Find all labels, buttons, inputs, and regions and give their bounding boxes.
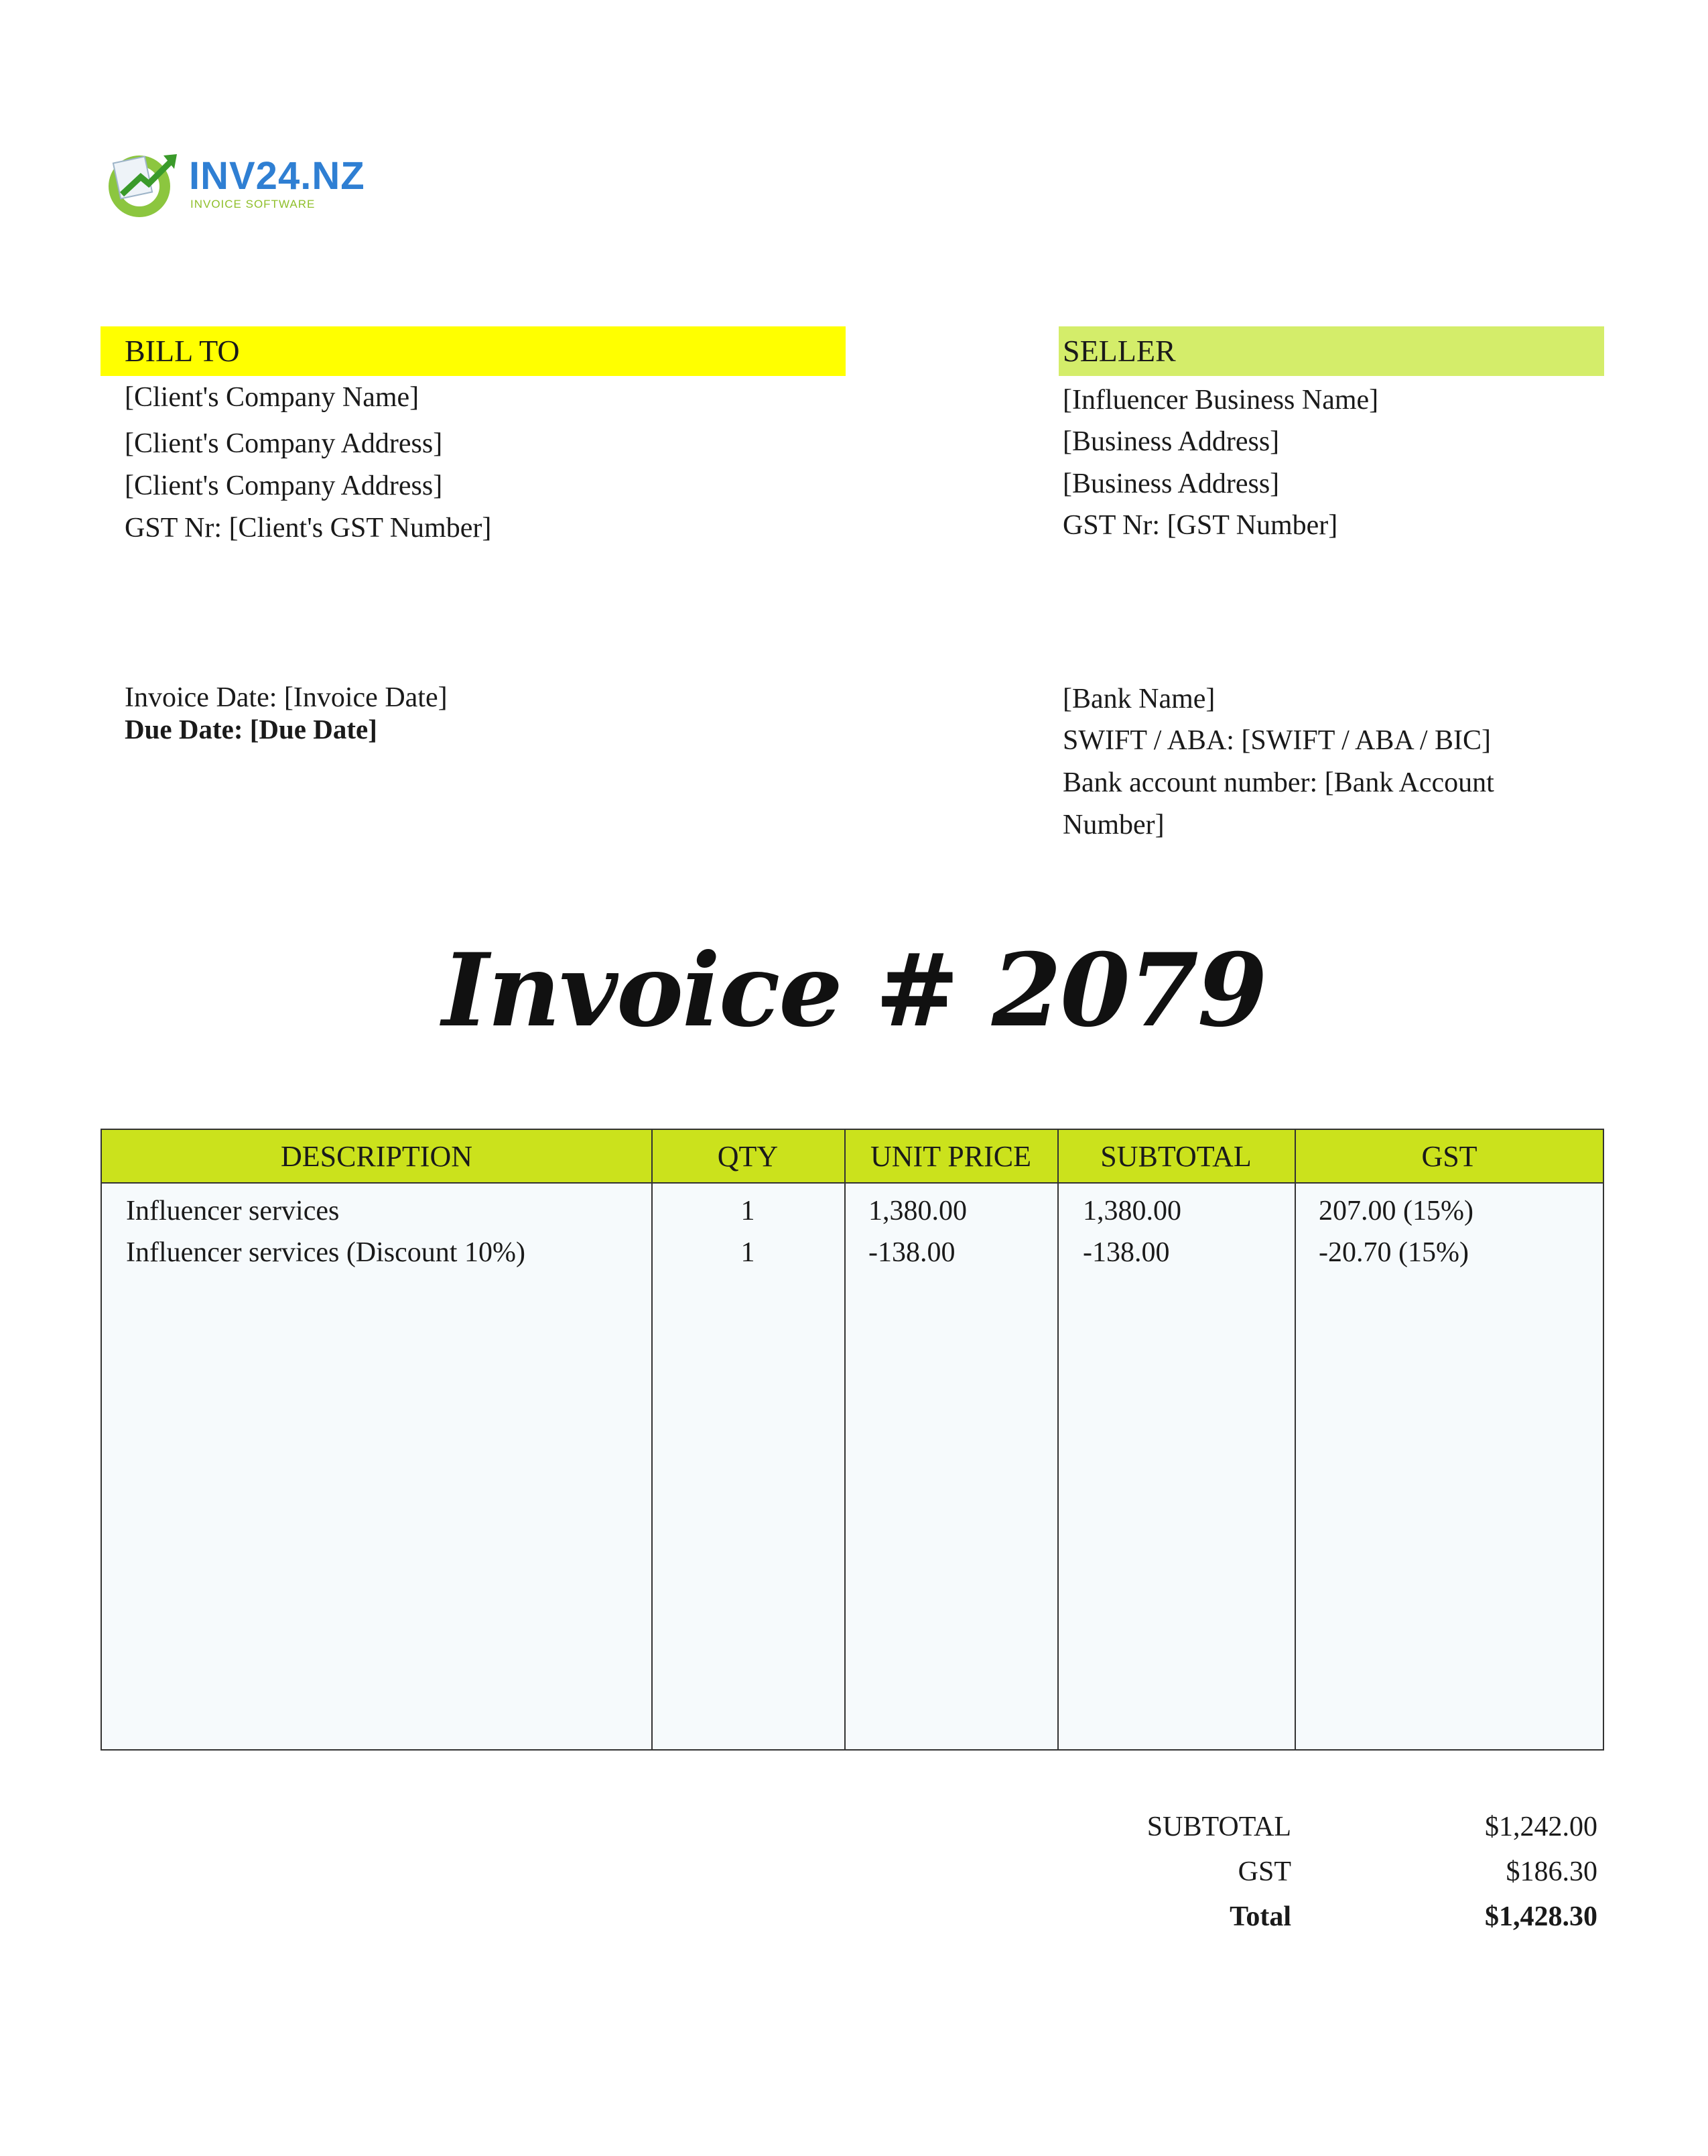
gst-value: $186.30 (1506, 1856, 1597, 1887)
invoice-title: Invoice # 2079 (442, 932, 1266, 1050)
header-qty: QTY (717, 1140, 779, 1173)
header-gst: GST (1421, 1140, 1477, 1173)
cell-gst: 207.00 (15%) (1319, 1196, 1473, 1226)
seller-line: GST Nr: [GST Number] (1063, 510, 1338, 541)
cell-qty: 1 (740, 1237, 755, 1268)
cell-unit-price: 1,380.00 (868, 1196, 967, 1226)
gst-label: GST (1238, 1856, 1291, 1887)
subtotal-label: SUBTOTAL (1146, 1812, 1291, 1842)
cell-description: Influencer services (Discount 10%) (126, 1237, 525, 1268)
total-value: $1,428.30 (1485, 1901, 1597, 1932)
bank-line: Number] (1063, 810, 1165, 840)
seller-heading: SELLER (1059, 326, 1604, 376)
logo-icon (102, 147, 182, 221)
line-items-table (101, 1129, 1604, 1751)
cell-description: Influencer services (126, 1196, 340, 1226)
header-unit-price: UNIT PRICE (870, 1140, 1031, 1173)
header-description: DESCRIPTION (280, 1140, 473, 1173)
bank-line: Bank account number: [Bank Account (1063, 767, 1494, 798)
bill-to-heading: BILL TO (101, 326, 846, 376)
seller-line: [Business Address] (1063, 426, 1280, 457)
header-subtotal: SUBTOTAL (1100, 1140, 1252, 1173)
bill-to-line: GST Nr: [Client's GST Number] (125, 513, 492, 544)
bank-line: [Bank Name] (1063, 684, 1216, 714)
cell-qty: 1 (740, 1196, 755, 1226)
column-divider (1295, 1130, 1296, 1749)
seller-line: [Influencer Business Name] (1063, 385, 1379, 416)
company-logo (102, 147, 365, 221)
bill-to-line: [Client's Company Address] (125, 428, 443, 459)
bank-line: SWIFT / ABA: [SWIFT / ABA / BIC] (1063, 725, 1492, 756)
cell-subtotal: 1,380.00 (1083, 1196, 1181, 1226)
total-label: Total (1230, 1901, 1291, 1932)
logo-subtitle: INVOICE SOFTWARE (190, 198, 316, 210)
bill-to-line: [Client's Company Name] (125, 382, 419, 413)
invoice-date: Invoice Date: [Invoice Date] (125, 682, 448, 713)
cell-unit-price: -138.00 (868, 1237, 956, 1268)
bill-to-line: [Client's Company Address] (125, 470, 443, 501)
column-divider (1057, 1130, 1059, 1749)
column-divider (844, 1130, 846, 1749)
cell-subtotal: -138.00 (1083, 1237, 1170, 1268)
seller-line: [Business Address] (1063, 468, 1280, 499)
due-date: Due Date: [Due Date] (125, 714, 377, 745)
subtotal-value: $1,242.00 (1485, 1812, 1597, 1842)
table-header (102, 1130, 1603, 1184)
logo-wordmark: INV24.NZ (189, 154, 365, 198)
cell-gst: -20.70 (15%) (1319, 1237, 1469, 1268)
